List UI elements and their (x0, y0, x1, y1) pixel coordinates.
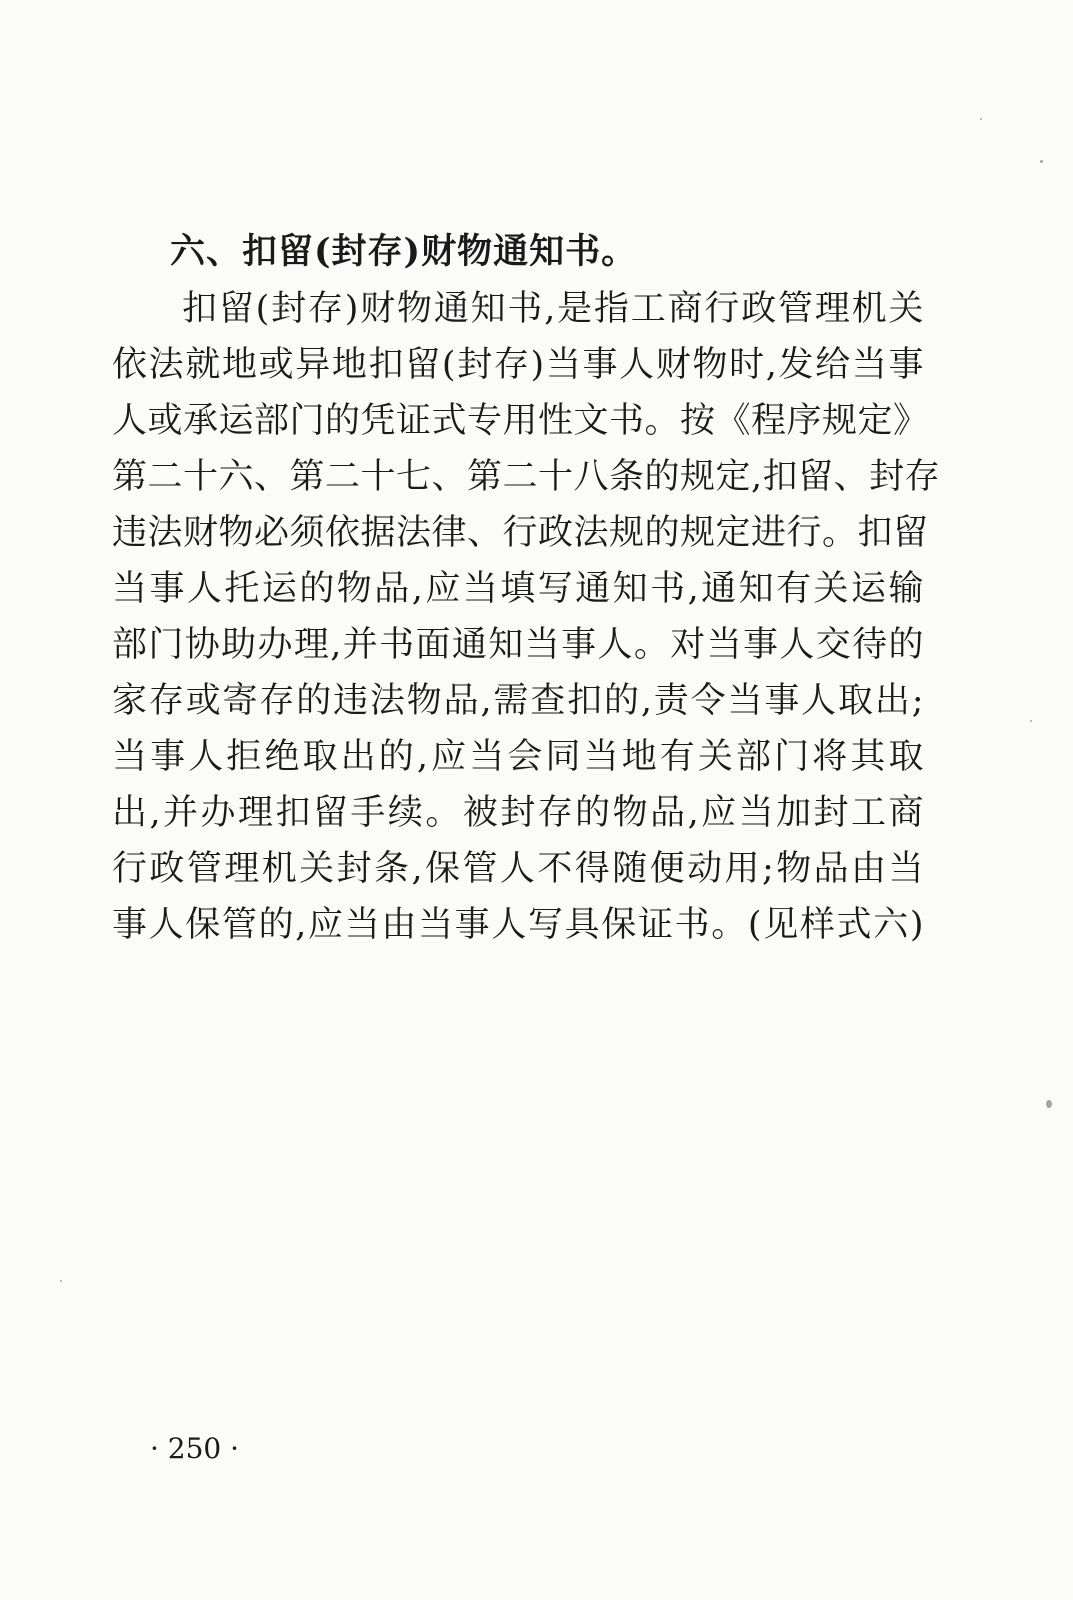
paragraph-line: 部门协助办理,并书面通知当事人。对当事人交待的 (112, 625, 924, 665)
paragraph-line: 违法财物必须依据法律、行政法规的规定进行。扣留 (112, 513, 929, 553)
paragraph-line: 家存或寄存的违法物品,需查扣的,责令当事人取出; (112, 681, 924, 721)
paragraph-line: 事人保管的,应当由当事人写具保证书。(见样式六) (112, 905, 924, 945)
scan-speckle (1040, 160, 1043, 163)
paragraph-line: 扣留(封存)财物通知书,是指工商行政管理机关 (182, 289, 924, 329)
body-paragraph (112, 281, 941, 953)
page-number: · 250 · (150, 1432, 240, 1465)
scan-speckle (1046, 1100, 1052, 1108)
paragraph-line: 行政管理机关封条,保管人不得随便动用;物品由当 (112, 849, 924, 889)
section-heading: 六、扣留(封存)财物通知书。 (170, 231, 638, 272)
paragraph-line: 当事人托运的物品,应当填写通知书,通知有关运输 (112, 569, 924, 609)
paragraph-line: 当事人拒绝取出的,应当会同当地有关部门将其取 (112, 737, 924, 777)
paragraph-line: 第二十六、第二十七、第二十八条的规定,扣留、封存 (112, 457, 941, 497)
scan-speckle (980, 118, 982, 120)
scan-speckle (1030, 720, 1032, 722)
paragraph-line: 人或承运部门的凭证式专用性文书。按《程序规定》 (112, 401, 929, 441)
scan-speckle (60, 1280, 62, 1282)
paragraph-line: 出,并办理扣留手续。被封存的物品,应当加封工商 (112, 793, 924, 833)
paragraph-line: 依法就地或异地扣留(封存)当事人财物时,发给当事 (112, 345, 924, 385)
